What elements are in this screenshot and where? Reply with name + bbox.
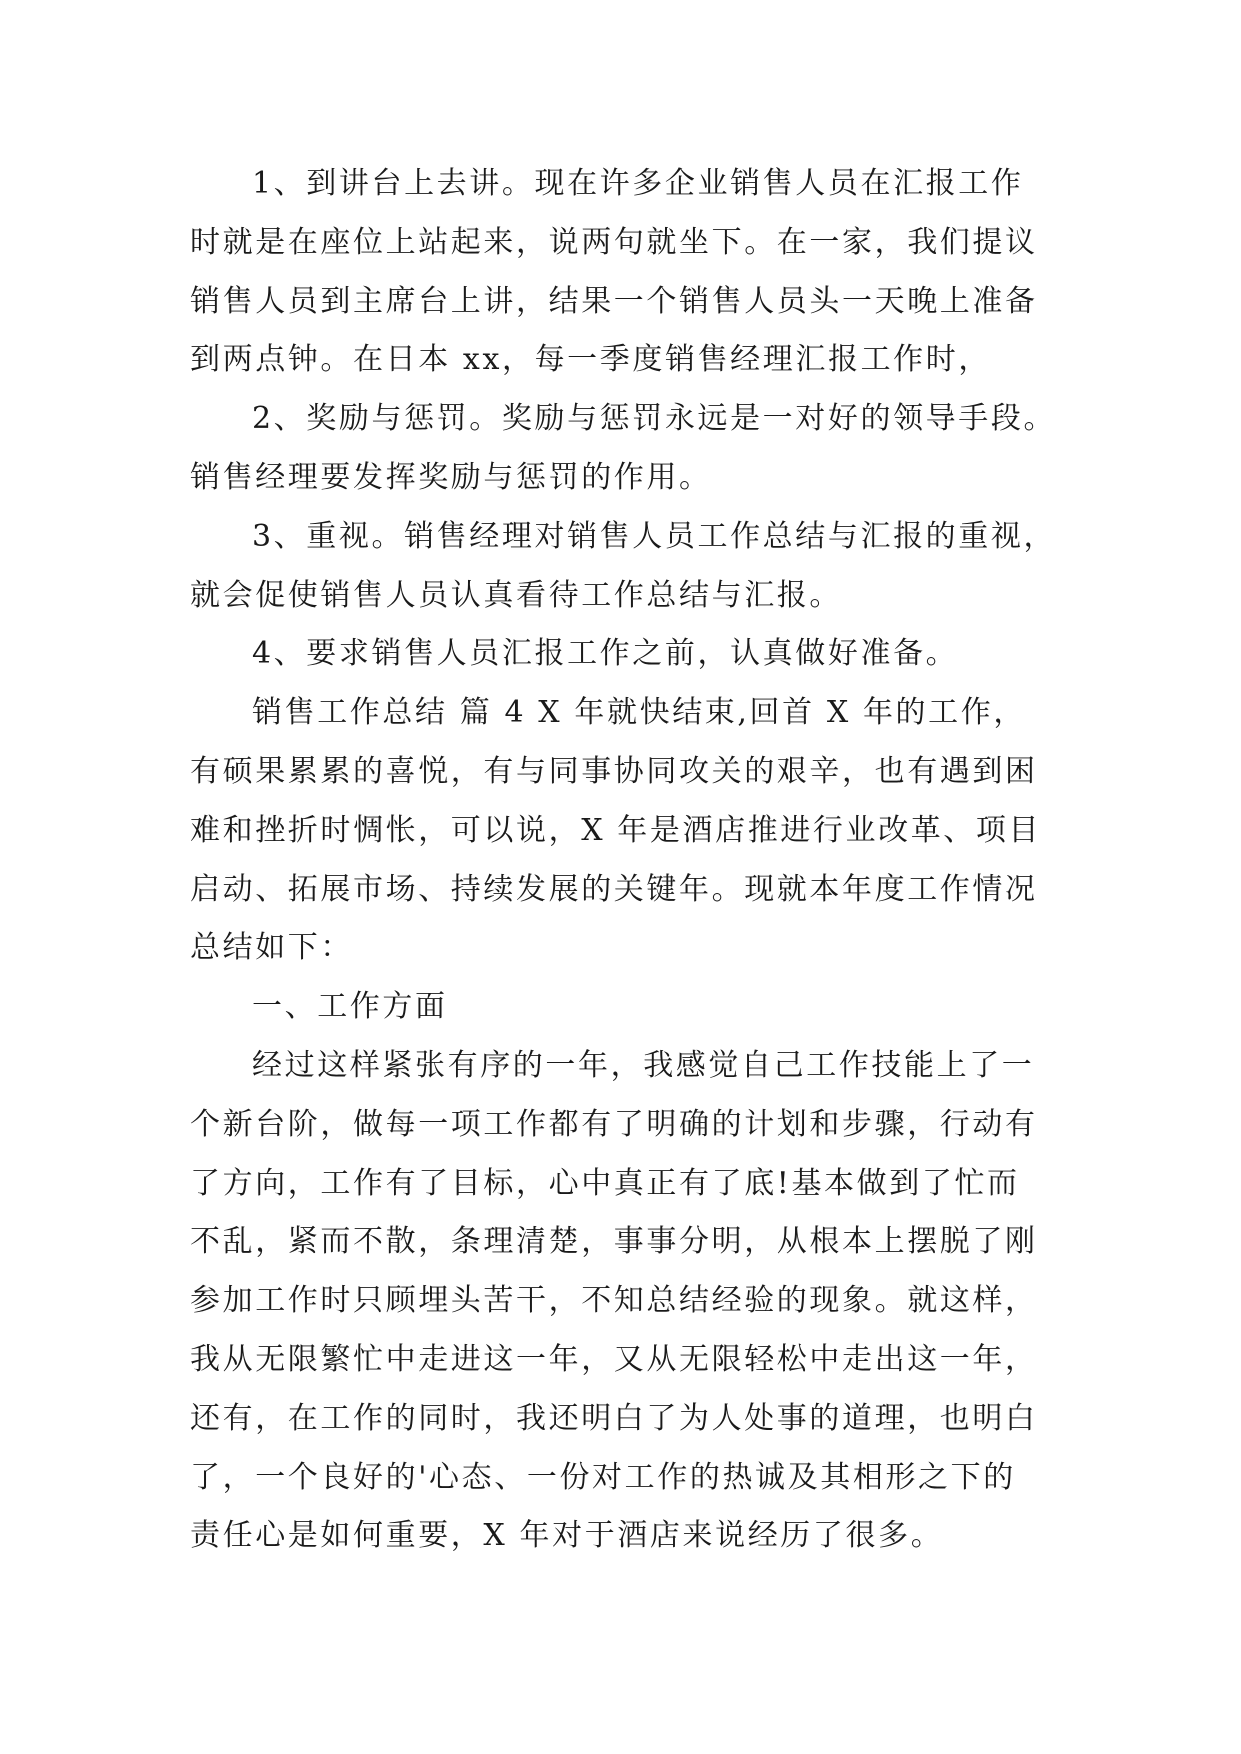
text-line: 还有，在工作的同时，我还明白了为人处事的道理，也明白: [190, 1400, 1038, 1436]
paragraph-item-1: [190, 155, 1070, 390]
text-line: 1、到讲台上去讲。现在许多企业销售人员在汇报工作: [252, 166, 1024, 201]
text-line: 销售人员到主席台上讲，结果一个销售人员头一天晚上准备: [190, 283, 1038, 319]
text-line: 就会促使销售人员认真看待工作总结与汇报。: [190, 577, 842, 613]
text-line: 了，一个良好的'心态、一份对工作的热诚及其相形之下的: [190, 1459, 1016, 1495]
text-line: 我从无限繁忙中走进这一年，又从无限轻松中走出这一年，: [190, 1341, 1038, 1377]
paragraph-item-3: [190, 508, 1070, 626]
document-body: [190, 155, 1070, 1566]
subsection-heading: [190, 978, 1070, 1037]
text-line: 个新台阶，做每一项工作都有了明确的计划和步骤，行动有: [190, 1106, 1038, 1142]
text-line: 时就是在座位上站起来，说两句就坐下。在一家，我们提议: [190, 224, 1038, 260]
text-line: 3、重视。销售经理对销售人员工作总结与汇报的重视，: [252, 518, 1057, 554]
text-line: 销售经理要发挥奖励与惩罚的作用。: [190, 459, 712, 495]
text-line: 了方向，工作有了目标，心中真正有了底!基本做到了忙而: [190, 1165, 1020, 1201]
text-line: 经过这样紧张有序的一年，我感觉自己工作技能上了一: [252, 1047, 1035, 1083]
text-line: 参加工作时只顾埋头苦干，不知总结经验的现象。就这样，: [190, 1283, 1038, 1319]
paragraph-item-2: [190, 390, 1070, 508]
text-line: 不乱，紧而不散，条理清楚，事事分明，从根本上摆脱了刚: [190, 1224, 1038, 1260]
text-line: 到两点钟。在日本 xx，每一季度销售经理汇报工作时，: [190, 342, 991, 378]
section-heading-paragraph: [190, 684, 1070, 978]
paragraph-item-4: [190, 625, 1070, 684]
text-line: 难和挫折时惆怅，可以说，X 年是酒店推进行业改革、项目: [190, 812, 1042, 848]
text-line: 有硕果累累的喜悦，有与同事协同攻关的艰辛，也有遇到困: [190, 753, 1038, 789]
text-line: 2、奖励与惩罚。奖励与惩罚永远是一对好的领导手段。: [252, 401, 1057, 437]
text-line: 一、工作方面: [252, 989, 448, 1025]
text-line: 启动、拓展市场、持续发展的关键年。现就本年度工作情况: [190, 871, 1038, 907]
text-line: 销售工作总结 篇 4 X 年就快结束,回首 X 年的工作，: [252, 695, 1026, 731]
text-line: 总结如下：: [190, 930, 353, 966]
text-line: 4、要求销售人员汇报工作之前，认真做好准备。: [252, 636, 959, 672]
text-line: 责任心是如何重要，X 年对于酒店来说经历了很多。: [190, 1518, 944, 1554]
body-paragraph: [190, 1037, 1070, 1566]
